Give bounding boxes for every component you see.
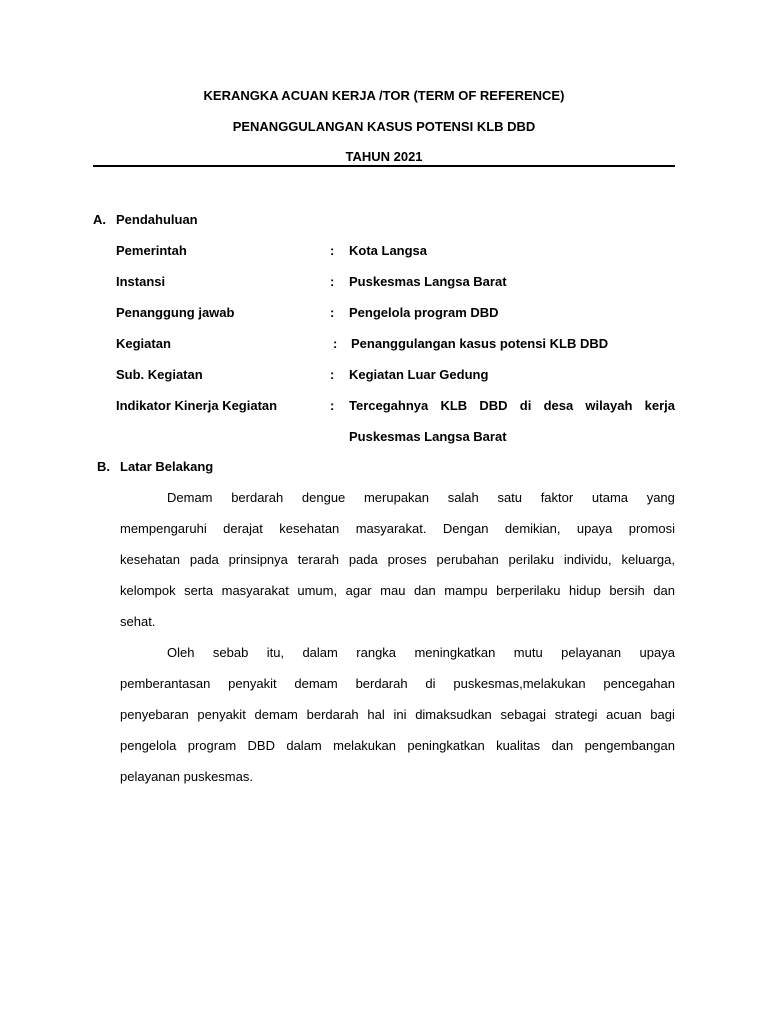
info-colon: :	[330, 367, 335, 382]
paragraph-line: kesehatan pada prinsipnya terarah pada proses perubahan perilaku individu, keluarga,	[120, 552, 675, 567]
paragraph-line: pemberantasan penyakit demam berdarah di puskesmas,melakukan pencegahan	[120, 676, 675, 691]
info-label: Sub. Kegiatan	[116, 367, 203, 382]
paragraph-line: Oleh sebab itu, dalam rangka meningkatkan mutu pelayanan upaya	[167, 645, 675, 660]
section-b-heading	[97, 459, 213, 475]
section-b-letter: B.	[97, 459, 110, 474]
info-colon: :	[330, 305, 335, 320]
info-label: Kegiatan	[116, 336, 171, 351]
section-a-letter: A.	[93, 212, 106, 227]
info-colon: :	[333, 336, 338, 351]
info-colon: :	[330, 243, 335, 258]
info-value: Tercegahnya KLB DBD di desa wilayah kerja	[349, 398, 675, 413]
info-colon: :	[330, 398, 335, 413]
info-value: Puskesmas Langsa Barat	[349, 274, 507, 289]
paragraph	[120, 637, 675, 792]
info-value: Pengelola program DBD	[349, 305, 499, 320]
document-subtitle: PENANGGULANGAN KASUS POTENSI KLB DBD	[232, 119, 536, 134]
document-year: TAHUN 2021	[345, 149, 423, 164]
info-value: Kegiatan Luar Gedung	[349, 367, 489, 382]
section-a-heading	[93, 212, 198, 228]
info-colon: :	[330, 274, 335, 289]
header-divider	[93, 165, 675, 167]
section-a-title: Pendahuluan	[116, 212, 198, 227]
paragraph-line: pelayanan puskesmas.	[120, 769, 253, 784]
paragraph-line: penyebaran penyakit demam berdarah hal ini dimaksudkan sebagai strategi acuan bagi	[120, 707, 675, 722]
info-label: Instansi	[116, 274, 166, 289]
paragraph	[120, 482, 675, 637]
paragraph-line: mempengaruhi derajat kesehatan masyarakat. Dengan demikian, upaya promosi	[120, 521, 675, 536]
info-label: Pemerintah	[116, 243, 187, 258]
info-value: Kota Langsa	[349, 243, 428, 258]
info-value: Penanggulangan kasus potensi KLB DBD	[351, 336, 609, 351]
paragraph-line: sehat.	[120, 614, 156, 629]
paragraph-line: kelompok serta masyarakat umum, agar mau dan mampu berperilaku hidup bersih dan	[120, 583, 675, 598]
document-title: KERANGKA ACUAN KERJA /TOR (TERM OF REFERENCE)	[203, 88, 565, 103]
paragraph-line: pengelola program DBD dalam melakukan peningkatkan kualitas dan pengembangan	[120, 738, 675, 753]
info-label: Indikator Kinerja Kegiatan	[116, 398, 278, 413]
info-value-continued: Puskesmas Langsa Barat	[349, 429, 507, 444]
info-label: Penanggung jawab	[116, 305, 235, 320]
section-b-title: Latar Belakang	[120, 459, 214, 474]
paragraph-line: Demam berdarah dengue merupakan salah satu faktor utama yang	[167, 490, 675, 505]
